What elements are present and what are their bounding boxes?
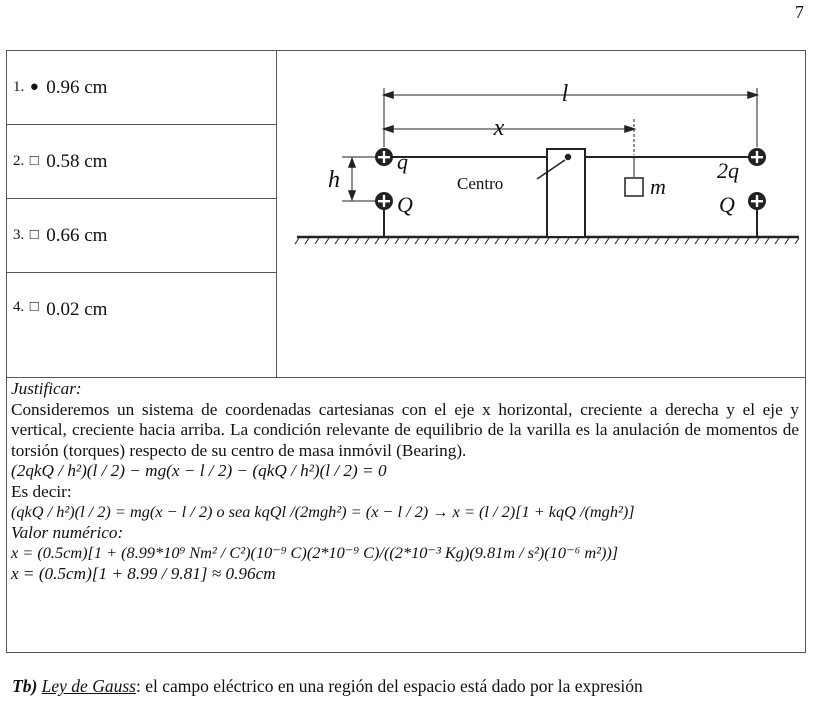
rod-diagram [277,51,805,377]
checkbox-icon[interactable]: □ [29,153,39,169]
label-Q-left: Q [397,192,413,217]
option-number: 2. [13,153,25,169]
charge-Q-left [375,192,393,210]
label-q: q [397,149,408,174]
section-title: Ley de Gauss [41,676,136,696]
option-value: 0.66 cm [46,224,108,246]
justify-heading: Justificar: [11,379,82,398]
justification [11,379,799,584]
option-2[interactable] [7,125,276,199]
label-h: h [328,167,340,193]
option-1[interactable] [7,51,276,125]
question-table [6,50,806,653]
arrowhead [384,126,393,132]
es-decir: Es decir: [11,481,72,501]
equation-1: (2qkQ / h²)(l / 2) − mg(x − l / 2) − (qkQ / h²)(l / 2) = 0 [11,461,387,480]
label-2q: 2q [717,158,739,183]
arrowhead [384,92,393,98]
label-m: m [650,174,666,199]
arrowhead [625,126,634,132]
label-x: x [493,115,505,141]
mass-box [625,178,643,196]
page-number: 7 [795,2,804,22]
option-4[interactable] [7,273,276,377]
checkbox-icon[interactable]: □ [29,299,39,315]
charge-q-left [375,148,393,166]
next-section [12,676,804,697]
equation-2: (qkQ / h²)(l / 2) = mg(x − l / 2) o sea kqQl /(2mgh²) = (x − l / 2) → x = (l / 2)[1 + kqQ /(mgh²)] [11,502,635,521]
checkbox-icon[interactable]: □ [29,227,39,243]
justify-paragraph: Consideremos un sistema de coordenadas cartesianas con el eje x horizontal, creciente a derecha y el eje y vertical, creciente hacia arriba. La condición relevante de equilibrio de la varilla es la anulación de momentos de torsión (torques) respecto de su centro de masa inmóvil (Bearing). [11,399,799,460]
selected-radio-icon[interactable]: ● [29,79,39,95]
charge-Q-right [748,192,766,210]
valor-heading: Valor numérico: [11,522,124,542]
option-3[interactable] [7,199,276,273]
row-divider [7,377,805,378]
ground-hatch [295,238,799,244]
label-Q-right: Q [719,192,735,217]
label-centro: Centro [457,174,504,193]
arrowhead [748,92,757,98]
equation-4: x = (0.5cm)[1 + 8.99 / 9.81] ≈ 0.96cm [11,563,276,583]
option-number: 3. [13,227,25,243]
option-value: 0.58 cm [46,150,108,172]
bearing-support [547,149,585,237]
section-text: : el campo eléctrico en una región del espacio está dado por la expresión [135,676,643,696]
answer-options [7,51,277,377]
arrowhead [349,159,355,167]
option-value: 0.96 cm [46,76,108,98]
label-l: l [561,81,569,107]
option-number: 1. [13,79,25,95]
option-number: 4. [13,299,25,315]
arrowhead [349,191,355,199]
figure-cell [277,51,805,377]
charge-2q-right [748,148,766,166]
section-label: Tb) [12,676,38,696]
equation-3: x = (0.5cm)[1 + (8.99*10⁹ Nm² / C²)(10⁻⁹ C)(2*10⁻⁹ C)/((2*10⁻³ Kg)(9.81m / s²)(10⁻⁶ m²))] [11,543,619,562]
pivot-dot [566,155,571,160]
option-value: 0.02 cm [46,299,108,320]
